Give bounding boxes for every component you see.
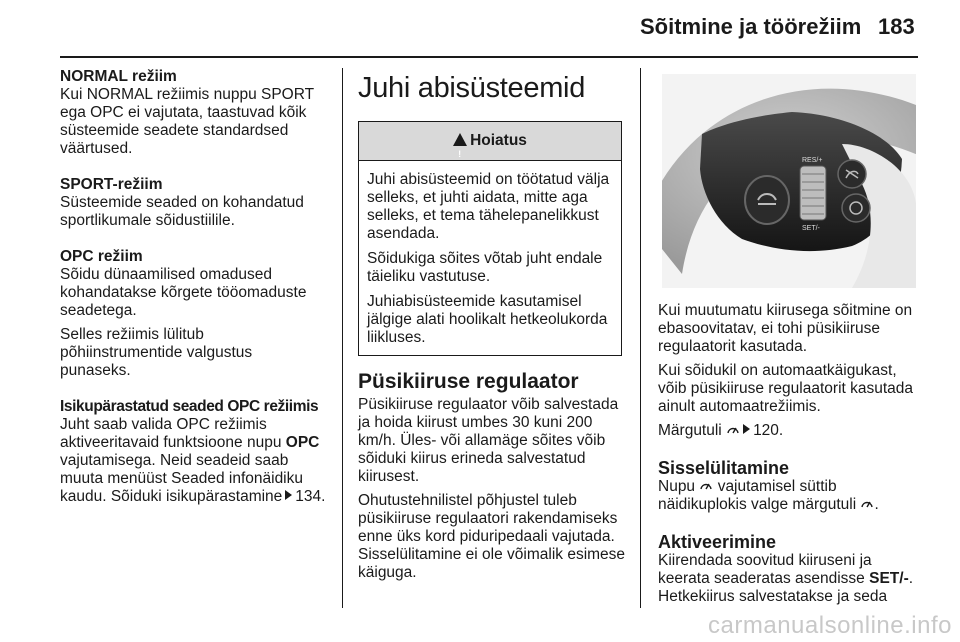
warning-paragraph: Juhi abisüsteemid on töötatud välja selleks, et juhti aidata, mitte aga selleks, et tema tähelepanelikkust asendada. xyxy=(367,171,610,242)
steering-wheel-photo xyxy=(662,74,916,288)
set-control-name: SET/- xyxy=(869,570,909,587)
section-opc xyxy=(60,248,326,380)
subheading-normal: NORMAL režiim xyxy=(60,68,177,85)
section-personalised xyxy=(60,398,326,506)
text: vajutamisega. Neid seadeid saab muuta menüüst Seaded infonäidiku kaudu. Sõiduki isikupärastamine xyxy=(60,452,303,505)
text: Nupu xyxy=(658,478,696,495)
page-reference[interactable]: 134. xyxy=(295,488,326,505)
speed-limiter-button xyxy=(842,194,870,222)
warning-triangle-icon xyxy=(453,133,467,146)
column-right xyxy=(658,302,924,606)
subsection-title-activation: Aktiveerimine xyxy=(658,532,777,552)
watermark: carmanualsonline.info xyxy=(708,612,952,639)
column-left xyxy=(60,68,326,524)
text: Märgutuli xyxy=(658,422,722,439)
paragraph xyxy=(658,552,924,606)
paragraph: Ohutustehnilistel põhjustel tuleb püsikiiruse regulaatori rakendamiseks enne üks kord piduripedaali vajutada. xyxy=(358,492,618,545)
text: Kiirendada soovitud kiiruseni ja keerata seaderatas asendisse xyxy=(658,552,872,587)
warning-title: Hoiatus xyxy=(470,132,527,149)
subsection-title-switch-on: Sisselülitamine xyxy=(658,458,790,478)
warning-header xyxy=(359,122,621,161)
paragraph: Kui muutumatu kiirusega sõitmine on ebasoovitatav, ei tohi püsikiiruse regulaatorit kasutada. xyxy=(658,302,913,355)
header-rule xyxy=(60,56,918,58)
subheading-opc: OPC režiim xyxy=(60,248,143,265)
paragraph: Nupu vajutamisel süttib näidikuplokis valge märgutuli . xyxy=(658,478,879,513)
text: vajutamisel süttib näidikuplokis valge märgutuli xyxy=(658,478,857,513)
column-divider xyxy=(640,68,641,608)
set-label: SET/- xyxy=(802,225,820,232)
page-reference-icon xyxy=(285,490,292,500)
page-reference-icon xyxy=(743,424,750,434)
chapter-title: Juhi abisüsteemid xyxy=(358,72,586,104)
text: Hetkekiirus salvestatakse ja seda xyxy=(658,588,888,605)
paragraph: Sõidu dünaamilised omadused kohandatakse kõrgete tööomaduste seadetega. xyxy=(60,266,307,319)
opc-button-name: OPC xyxy=(285,434,320,451)
text: . xyxy=(908,570,914,587)
page-header-title: Sõitmine ja töörežiim xyxy=(640,14,862,39)
subheading-personalised: Isikupärastatud seaded OPC režiimis xyxy=(60,398,319,415)
section-sport xyxy=(60,176,326,230)
paragraph: Selles režiimis lülitub põhiinstrumentide valgustus punaseks. xyxy=(60,326,253,379)
column-divider xyxy=(342,68,343,608)
cruise-control-icon xyxy=(726,424,740,436)
warning-paragraph: Juhiabisüsteemide kasutamisel jälgige alati hoolikalt hetkeolukorda liikluses. xyxy=(367,293,608,346)
cruise-control-icon xyxy=(860,498,874,510)
cruise-control-icon xyxy=(699,480,713,492)
res-label: RES/+ xyxy=(802,157,823,164)
warning-paragraph: Sõidukiga sõites võtab juht endale täieliku vastutuse. xyxy=(367,250,603,285)
page-number: 183 xyxy=(878,14,915,39)
paragraph: Süsteemide seaded on kohandatud sportlikumale sõidustiilile. xyxy=(60,194,304,229)
paragraph: Kui NORMAL režiimis nuppu SPORT ega OPC ei vajutata, taastuvad kõik süsteemide seadete standardsed väärtused. xyxy=(60,86,314,157)
paragraph: Püsikiiruse regulaator võib salvestada ja hoida kiirust umbes 30 kuni 200 km/h. Üles- või allamäge sõites võib sõiduki kiirus erineda salvestatud kiirusest. xyxy=(358,396,619,485)
paragraph: Kui sõidukil on automaatkäigukast, võib püsikiiruse regulaatorit kasutada ainult automaatrežiimis. xyxy=(658,362,914,415)
steering-wheel-illustration xyxy=(662,74,916,288)
section-normal xyxy=(60,68,326,158)
paragraph xyxy=(60,416,326,506)
warning-body xyxy=(359,161,621,355)
left-button xyxy=(745,176,789,224)
column-middle xyxy=(358,68,626,582)
page-reference[interactable]: 120. xyxy=(753,422,784,439)
text: Juht saab valida OPC režiimis aktiveeritavaid funktsioone nupu xyxy=(60,416,282,451)
subheading-sport: SPORT-režiim xyxy=(60,176,163,193)
warning-box xyxy=(358,121,622,356)
section-title: Püsikiiruse regulaator xyxy=(358,370,579,393)
paragraph xyxy=(658,422,924,440)
paragraph: Sisselülitamine ei ole võimalik esimese käiguga. xyxy=(358,546,626,581)
